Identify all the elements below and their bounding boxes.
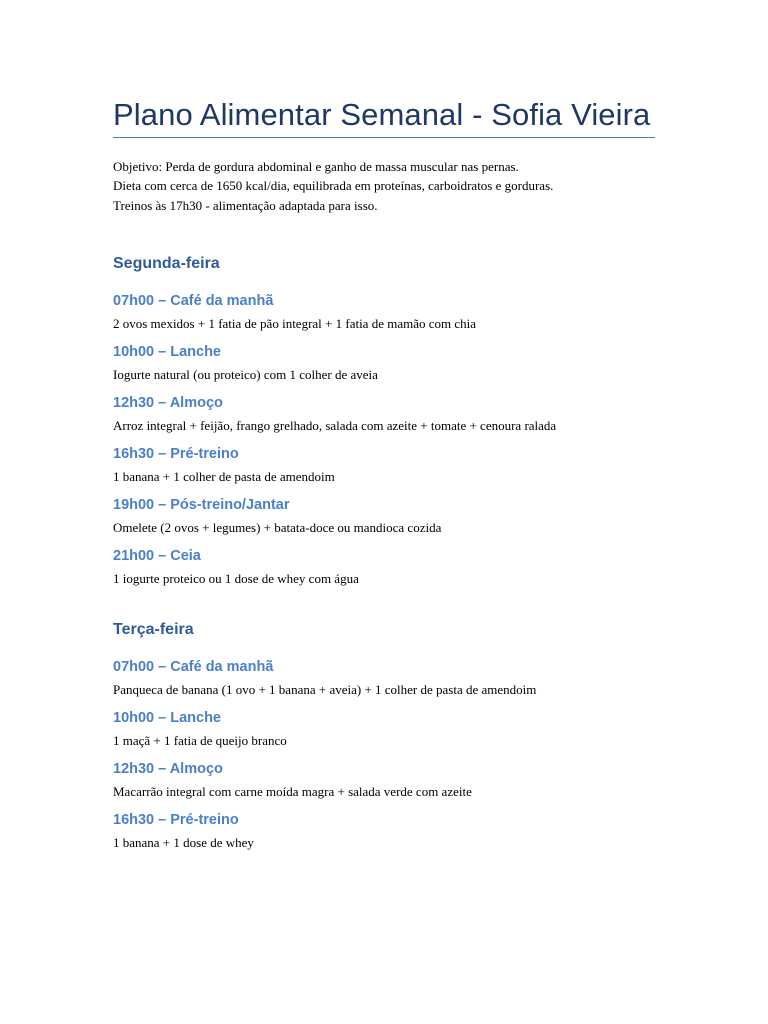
intro-training: Treinos às 17h30 - alimentação adaptada para isso. — [113, 197, 378, 213]
meal-item — [113, 292, 655, 333]
meal-title: 16h30 – Pré-treino — [113, 446, 239, 463]
intro-diet: Dieta com cerca de 1650 kcal/dia, equilibrada em proteínas, carboidratos e gorduras. — [113, 178, 554, 194]
meal-title: 10h00 – Lanche — [113, 710, 221, 727]
meal-description: 1 banana + 1 dose de whey — [113, 835, 254, 851]
title-underline — [113, 137, 655, 138]
meal-item — [113, 445, 655, 486]
meal-item — [113, 760, 655, 801]
meal-description: Arroz integral + feijão, frango grelhado, salada com azeite + tomate + cenoura ralada — [113, 418, 557, 434]
meal-title: 16h30 – Pré-treino — [113, 812, 239, 829]
meal-title: 07h00 – Café da manhã — [113, 659, 274, 676]
meal-title: 21h00 – Ceia — [113, 548, 201, 565]
meal-item — [113, 496, 655, 537]
meal-description: Iogurte natural (ou proteico) com 1 colher de aveia — [113, 367, 378, 383]
meal-description: Panqueca de banana (1 ovo + 1 banana + aveia) + 1 colher de pasta de amendoim — [113, 682, 537, 698]
meal-item — [113, 658, 655, 699]
day-heading-tuesday: Terça-feira — [113, 621, 194, 639]
meal-description: 2 ovos mexidos + 1 fatia de pão integral + 1 fatia de mamão com chia — [113, 316, 477, 332]
meal-description: 1 maçã + 1 fatia de queijo branco — [113, 733, 287, 749]
meal-title: 12h30 – Almoço — [113, 395, 223, 412]
meal-title: 19h00 – Pós-treino/Jantar — [113, 497, 290, 514]
meal-title: 07h00 – Café da manhã — [113, 293, 274, 310]
meal-item — [113, 547, 655, 588]
meal-item — [113, 709, 655, 750]
meal-description: 1 iogurte proteico ou 1 dose de whey com água — [113, 571, 359, 587]
meal-description: 1 banana + 1 colher de pasta de amendoim — [113, 469, 335, 485]
meal-item — [113, 343, 655, 384]
day-heading-monday: Segunda-feira — [113, 255, 220, 273]
document-title: Plano Alimentar Semanal - Sofia Vieira — [113, 97, 651, 132]
meal-title: 12h30 – Almoço — [113, 761, 223, 778]
meal-item — [113, 394, 655, 435]
meal-item — [113, 811, 655, 852]
meal-title: 10h00 – Lanche — [113, 344, 221, 361]
intro-objective: Objetivo: Perda de gordura abdominal e ganho de massa muscular nas pernas. — [113, 159, 519, 174]
meal-description: Macarrão integral com carne moída magra + salada verde com azeite — [113, 784, 472, 800]
intro-block — [113, 157, 655, 215]
meal-description: Omelete (2 ovos + legumes) + batata-doce ou mandioca cozida — [113, 520, 442, 536]
